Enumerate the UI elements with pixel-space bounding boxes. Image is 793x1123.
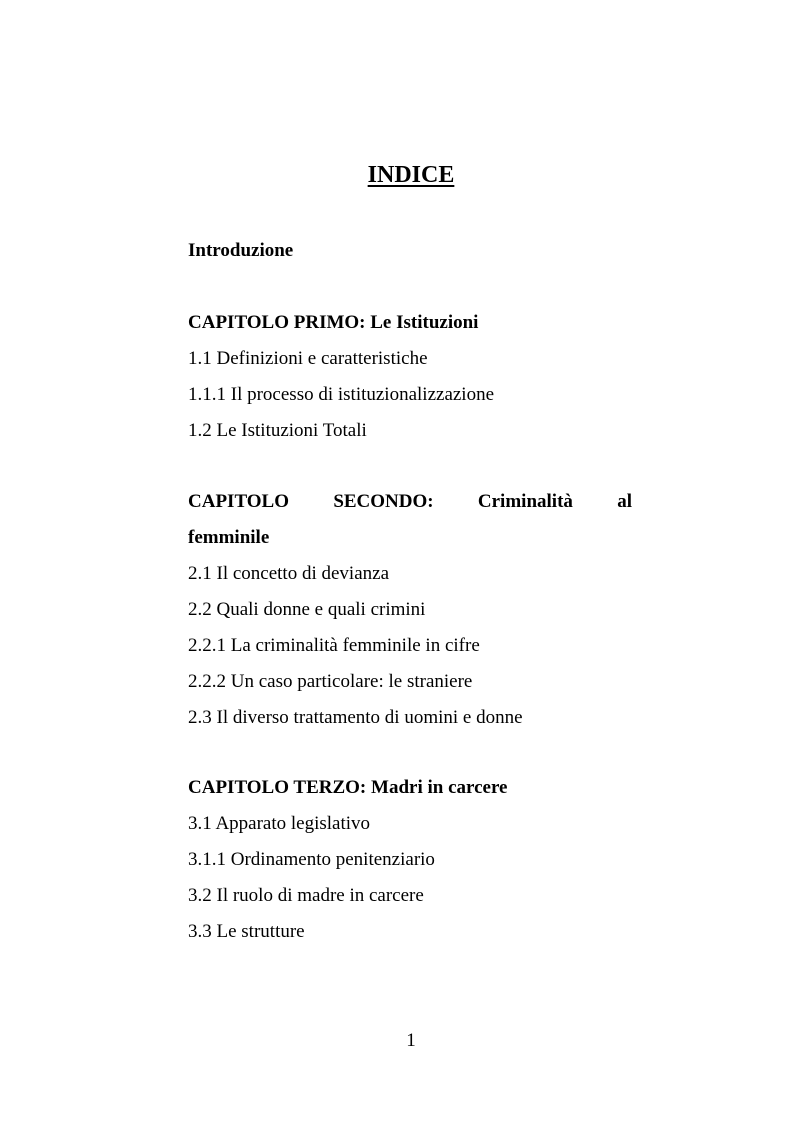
chapter-1-heading: CAPITOLO PRIMO: Le Istituzioni [188,312,479,333]
toc-chapter-2 [188,484,632,736]
chapter-2-heading-word: al [617,491,632,512]
introduction-heading: Introduzione [188,240,294,261]
chapter-2-heading-word: SECONDO: [333,491,434,512]
chapter-2-heading [188,484,632,520]
toc-item: 3.1.1 Ordinamento penitenziario [188,849,435,870]
toc-item: 2.2.2 Un caso particolare: le straniere [188,671,473,692]
toc-item: 1.1.1 Il processo di istituzionalizzazione [188,384,495,405]
toc-item: 3.1 Apparato legislativo [188,813,371,834]
chapter-2-heading-continuation: femminile [188,527,270,548]
page-number: 1 [406,1030,416,1051]
toc-item: 2.3 Il diverso trattamento di uomini e donne [188,707,523,728]
toc-item: 2.1 Il concetto di devianza [188,563,390,584]
toc-item: 2.2.1 La criminalità femminile in cifre [188,635,480,656]
chapter-3-heading: CAPITOLO TERZO: Madri in carcere [188,777,508,798]
chapter-2-heading-word: Criminalità [477,491,573,512]
toc-item: 1.2 Le Istituzioni Totali [188,420,367,441]
toc-introduction [188,233,632,269]
page-title: INDICE [367,162,455,188]
toc-item: 3.3 Le strutture [188,921,305,942]
chapter-2-heading-word: CAPITOLO [188,491,290,512]
toc-chapter-1 [188,305,632,449]
toc-chapter-3 [188,770,632,950]
toc-item: 2.2 Quali donne e quali crimini [188,599,426,620]
toc-item: 3.2 Il ruolo di madre in carcere [188,885,424,906]
toc-item: 1.1 Definizioni e caratteristiche [188,348,428,369]
